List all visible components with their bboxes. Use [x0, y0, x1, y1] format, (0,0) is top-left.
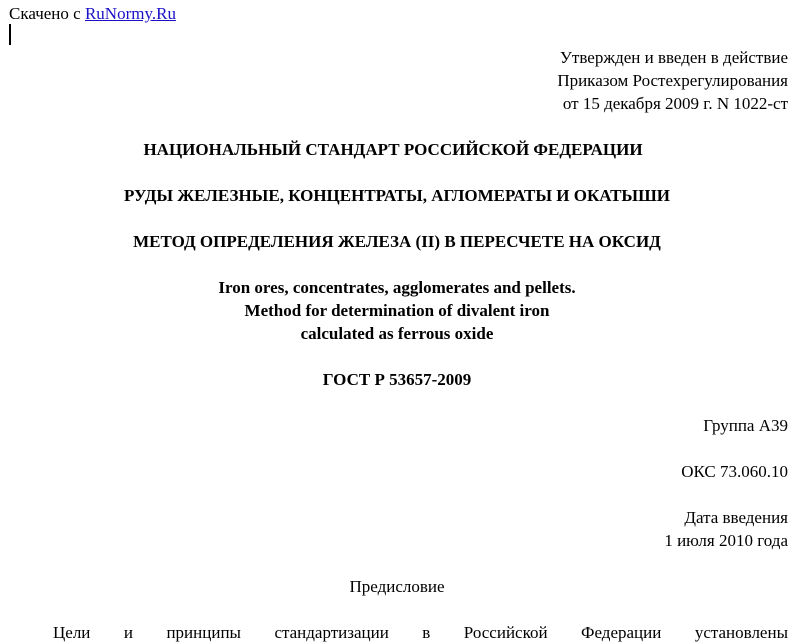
introduction-date-label: Дата введения — [684, 508, 788, 527]
introduction-date-block — [664, 506, 788, 552]
runormy-link[interactable]: RuNormy.Ru — [84, 4, 176, 23]
english-title-line-3: calculated as ferrous oxide — [300, 324, 494, 343]
subject-title: РУДЫ ЖЕЛЕЗНЫЕ, КОНЦЕНТРАТЫ, АГЛОМЕРАТЫ И ОКАТЫШИ — [123, 186, 671, 205]
standard-title: НАЦИОНАЛЬНЫЙ СТАНДАРТ РОССИЙСКОЙ ФЕДЕРАЦИИ — [143, 140, 643, 159]
foreword-heading: Предисловие — [349, 577, 445, 596]
english-title-line-1: Iron ores, concentrates, agglomerates and pellets. — [218, 278, 576, 297]
english-title-line-2: Method for determination of divalent iron — [244, 301, 550, 320]
paragraph-word: и — [123, 623, 133, 642]
introduction-date-value: 1 июля 2010 года — [664, 531, 788, 550]
english-title — [0, 276, 794, 345]
paragraph-word: стандартизации — [274, 623, 389, 642]
paragraph-word: Федерации — [581, 623, 662, 642]
paragraph-word: Цели — [53, 623, 91, 642]
paragraph-word: Российской — [463, 623, 548, 642]
paragraph-word: принципы — [166, 623, 241, 642]
paragraph-word: в — [422, 623, 431, 642]
paragraph-word: установлены — [694, 623, 788, 642]
downloaded-from-note — [9, 2, 176, 25]
gost-code: ГОСТ Р 53657-2009 — [322, 370, 472, 389]
foreword-paragraph — [53, 621, 788, 644]
downloaded-prefix: Скачено с — [9, 4, 81, 23]
method-title: МЕТОД ОПРЕДЕЛЕНИЯ ЖЕЛЕЗА (II) В ПЕРЕСЧЕТЕ НА ОКСИД — [133, 232, 661, 251]
approval-line-1: Утвержден и введен в действие — [559, 48, 788, 67]
approval-line-2: Приказом Ростехрегулирования — [557, 71, 788, 90]
approval-line-3: от 15 декабря 2009 г. N 1022-ст — [562, 94, 788, 113]
approval-block — [557, 46, 788, 115]
text-cursor — [9, 24, 11, 45]
group-label: Группа А39 — [703, 416, 788, 435]
oks-code: ОКС 73.060.10 — [681, 462, 788, 481]
